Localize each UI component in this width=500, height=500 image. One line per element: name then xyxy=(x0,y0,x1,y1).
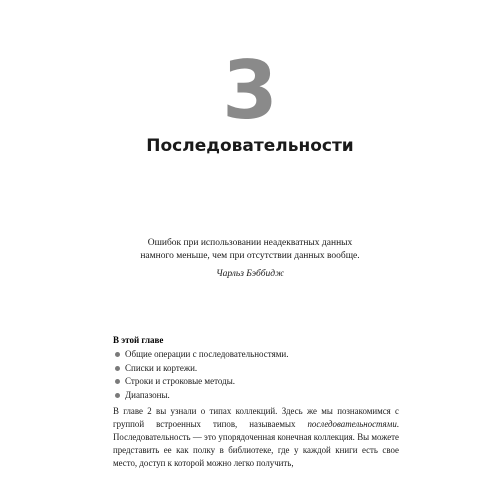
epigraph xyxy=(120,237,380,281)
list-item xyxy=(113,375,288,388)
list-item xyxy=(113,348,288,361)
emphasized-term: последовательностями xyxy=(307,419,397,429)
bullet-icon xyxy=(115,393,120,398)
bullet-icon xyxy=(115,352,120,357)
body-text-part: В главе 2 вы узнали о типах коллекций. Здесь же мы познакомимся с группой встроенных типов, называемых xyxy=(113,406,399,429)
body-text-part: . Последовательность — это упорядоченная конечная коллекция. Вы можете представить ее как полку в библиотеке, где у каждой книги есть свое место, доступ к которой можно легко получить, xyxy=(113,419,399,468)
chapter-contents-list xyxy=(113,348,288,402)
list-item xyxy=(113,362,288,375)
list-item-text: Строки и строковые методы. xyxy=(125,376,236,386)
bullet-icon xyxy=(115,379,120,384)
epigraph-line: Ошибок при использовании неадекватных данных xyxy=(147,238,353,248)
body-paragraph xyxy=(113,405,399,470)
chapter-title: Последовательности xyxy=(146,136,354,156)
epigraph-author: Чарльз Бэббидж xyxy=(216,269,284,279)
list-item-text: Списки и кортежи. xyxy=(125,362,198,373)
section-heading: В этой главе xyxy=(113,335,164,345)
list-item-text: Общие операции с последовательностями. xyxy=(125,349,289,359)
list-item xyxy=(113,389,288,402)
list-item-text: Диапазоны. xyxy=(125,389,170,400)
epigraph-line: намного меньше, чем при отсутствии данных вообще. xyxy=(140,251,360,261)
bullet-icon xyxy=(115,366,120,371)
chapter-number: 3 xyxy=(222,44,278,137)
